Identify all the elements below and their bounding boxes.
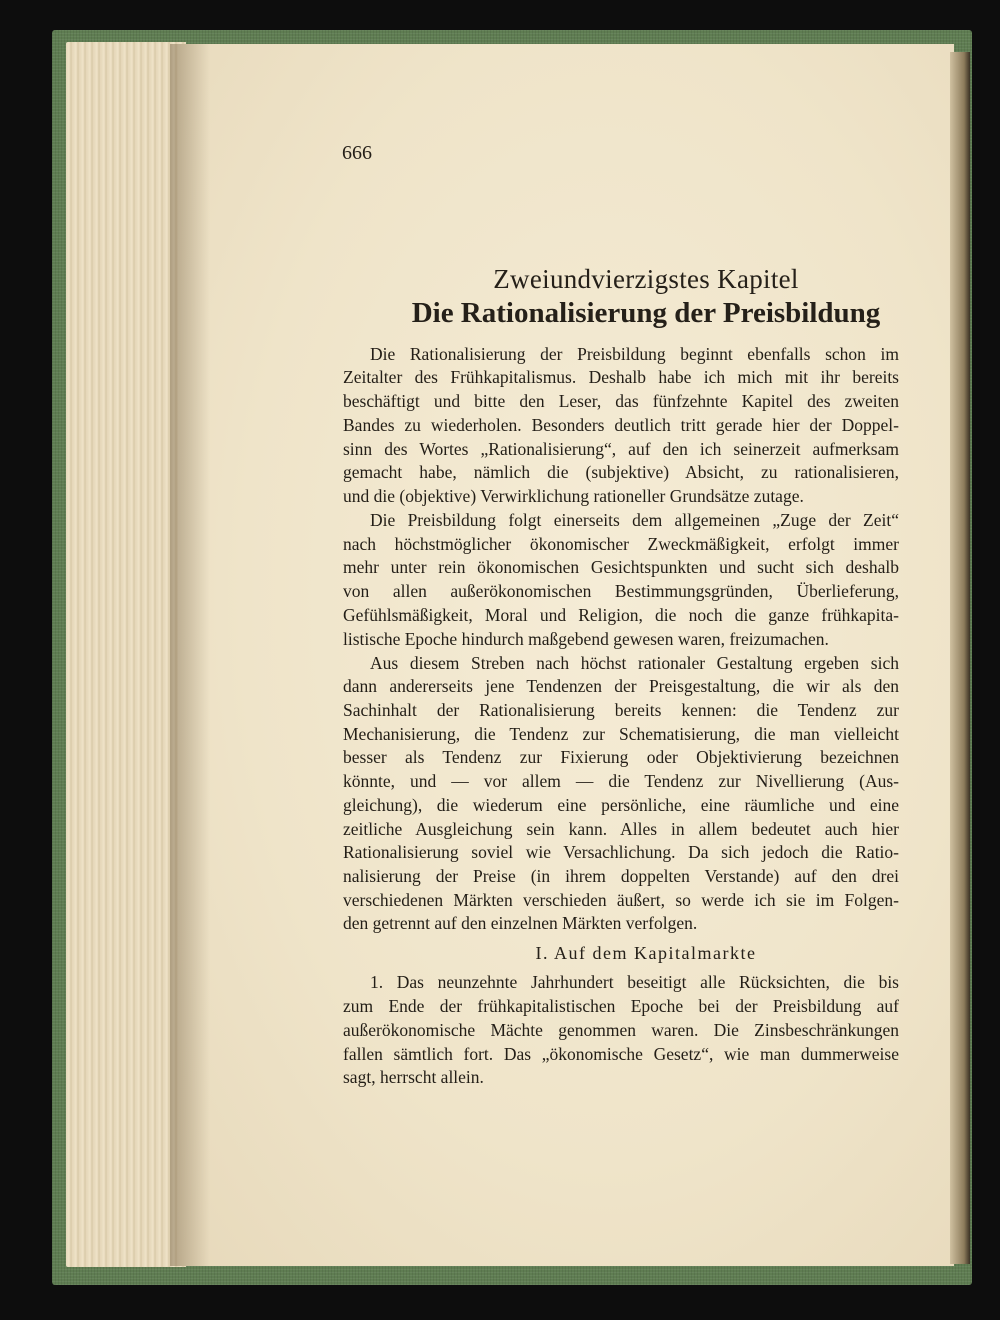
body-text-line: besser als Tendenz zur Fixierung oder Objektivierung bezeichnen xyxy=(343,747,899,767)
body-text-line: Aus diesem Streben nach höchst rationaler Gestaltung ergeben sich xyxy=(370,653,899,673)
body-text-line: außerökonomische Mächte genommen waren. Die Zinsbeschränkungen xyxy=(343,1020,899,1040)
body-text-line: von allen außerökonomischen Bestimmungsgründen, Überlieferung, xyxy=(343,581,899,601)
body-text-line: sagt, herrscht allein. xyxy=(343,1067,484,1087)
body-text-line: Die Preisbildung folgt einerseits dem allgemeinen „Zuge der Zeit“ xyxy=(370,510,899,530)
body-text-line: nach höchstmöglicher ökonomischer Zweckmäßigkeit, erfolgt immer xyxy=(343,534,899,554)
chapter-title: Die Rationalisierung der Preisbildung xyxy=(411,297,881,329)
body-text-line: den getrennt auf den einzelnen Märkten verfolgen. xyxy=(343,913,698,933)
body-text-line: gemacht habe, nämlich die (subjektive) Absicht, zu rationalisieren, xyxy=(343,462,899,482)
chapter-number: Zweiundvierzigstes Kapitel xyxy=(493,264,799,294)
body-text-line: nalisierung der Preise (in ihrem doppelten Verstande) auf den drei xyxy=(343,866,899,886)
body-text-line: Sachinhalt der Rationalisierung bereits kennen: die Tendenz zur xyxy=(343,700,899,720)
body-text-line: verschiedenen Märkten verschieden äußert, so werde ich sie im Folgen- xyxy=(343,890,899,910)
body-text-line: gleichung), die wiederum eine persönliche, eine räumliche und eine xyxy=(343,795,899,815)
body-text-line: Zeitalter des Frühkapitalismus. Deshalb habe ich mich mit ihr bereits xyxy=(343,367,899,387)
page-right-edge xyxy=(950,52,970,1264)
body-text-line: fallen sämtlich fort. Das „ökonomische Gesetz“, wie man dummerweise xyxy=(343,1044,899,1064)
body-text-line: zum Ende der frühkapitalistischen Epoche bei der Preisbildung auf xyxy=(343,996,899,1016)
body-text-line: Rationalisierung soviel wie Versachlichung. Da sich jedoch die Ratio- xyxy=(343,842,899,862)
body-text-line: 1. Das neunzehnte Jahrhundert beseitigt alle Rücksichten, die bis xyxy=(370,972,899,992)
section-heading: I. Auf dem Kapitalmarkte xyxy=(535,943,757,963)
body-text-line: zeitliche Ausgleichung sein kann. Alles in allem bedeutet auch hier xyxy=(343,819,899,839)
page-number: 666 xyxy=(342,142,372,164)
body-text-line: Die Rationalisierung der Preisbildung beginnt ebenfalls schon im xyxy=(370,344,899,364)
body-text-line: sinn des Wortes „Rationalisierung“, auf den ich seinerzeit aufmerksam xyxy=(343,439,899,459)
body-text-line: Mechanisierung, die Tendenz zur Schematisierung, die man vielleicht xyxy=(343,724,899,744)
page-stack-edges xyxy=(66,42,186,1267)
body-text-line: dann andererseits jene Tendenzen der Preisgestaltung, die wir als den xyxy=(343,676,899,696)
gutter-shadow xyxy=(170,44,210,1266)
body-text-line: könnte, und — vor allem — die Tendenz zur Nivellierung (Aus- xyxy=(343,771,899,791)
body-text-line: Gefühlsmäßigkeit, Moral und Religion, die noch die ganze frühkapita- xyxy=(343,605,899,625)
body-text-line: und die (objektive) Verwirklichung rationeller Grundsätze zutage. xyxy=(343,486,804,506)
body-text-line: beschäftigt und bitte den Leser, das fünfzehnte Kapitel des zweiten xyxy=(343,391,899,411)
body-text-line: mehr unter rein ökonomischen Gesichtspunkten und sucht sich deshalb xyxy=(343,557,899,577)
body-text-line: listische Epoche hindurch maßgebend gewesen waren, freizumachen. xyxy=(343,629,829,649)
body-text-line: Bandes zu wiederholen. Besonders deutlich tritt gerade hier der Doppel- xyxy=(343,415,899,435)
